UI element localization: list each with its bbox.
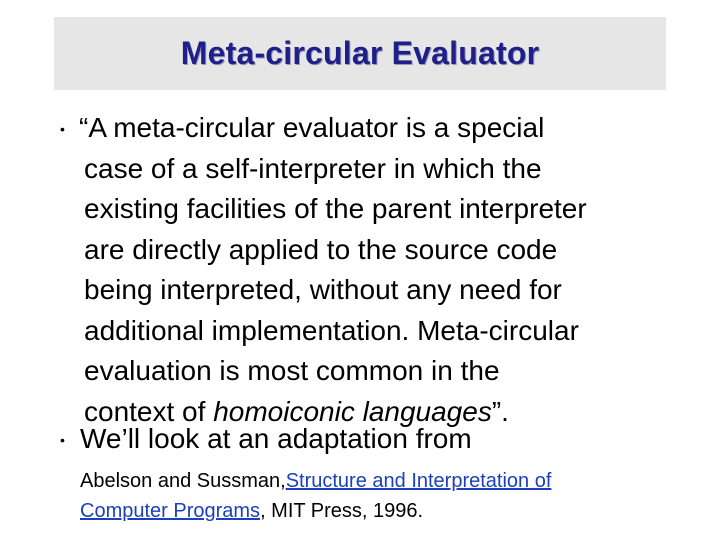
citation-line-1	[80, 466, 680, 496]
quote-line: case of a self-interpreter in which the	[84, 152, 542, 184]
slide-title: Meta-circular Evaluator	[180, 35, 540, 71]
quote-last-prefix: context of	[84, 395, 214, 427]
homoiconic-languages-term: homoiconic languages	[213, 395, 492, 427]
citation	[80, 466, 680, 526]
sicp-book-link-continued[interactable]: Computer Programs	[80, 500, 261, 522]
quote-line: existing facilities of the parent interpreter	[84, 193, 587, 224]
bullet-item-adaptation: We’ll look at an adaptation from	[80, 423, 472, 454]
quote-last-suffix: ”.	[491, 395, 509, 427]
citation-authors: Abelson and Sussman,	[80, 470, 286, 492]
sicp-book-link[interactable]: Structure and Interpretation of	[285, 470, 552, 492]
quote-line: additional implementation. Meta-circular	[84, 314, 579, 346]
bullet-icon: •	[60, 121, 65, 137]
citation-publisher: , MIT Press, 1996.	[260, 500, 424, 522]
quote-paragraph	[80, 108, 680, 432]
quote-line: evaluation is most common in the	[84, 355, 500, 386]
title-bar	[54, 17, 666, 90]
quote-line: “A meta-circular evaluator is a special	[79, 112, 545, 143]
citation-line-2	[80, 496, 680, 526]
quote-line: are directly applied to the source code	[84, 233, 558, 265]
quote-line: being interpreted, without any need for	[84, 274, 562, 305]
bullet-icon: •	[60, 432, 65, 448]
